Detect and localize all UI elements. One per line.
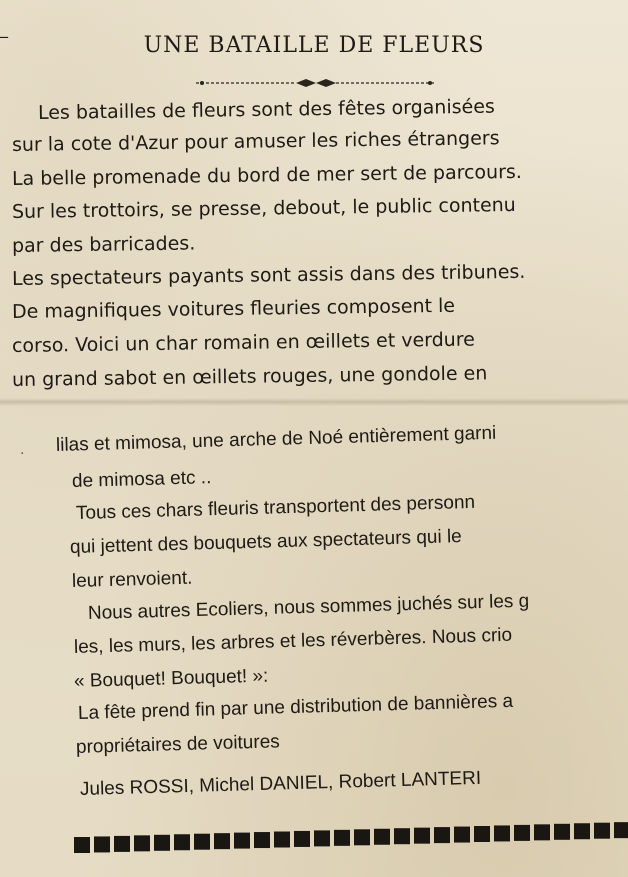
perforation-hole (194, 834, 210, 850)
perforation-hole (294, 831, 310, 847)
text-line-3: La belle promenade du bord de mer sert de parcours. (11, 160, 523, 190)
text-line-15: Nous autres Ecoliers, nous sommes juchés sur les g (87, 590, 530, 624)
perforation-hole (214, 833, 230, 849)
text-line-6: Les spectateurs payants sont assis dans des tribunes. (11, 260, 526, 290)
text-line-10: lilas et mimosa, une arche de Noé entièrement garni (55, 422, 497, 456)
perforation-hole (414, 828, 430, 844)
title-ornament (196, 76, 436, 90)
perforation-hole (114, 836, 130, 852)
perforation-hole (234, 833, 250, 849)
text-line-4: Sur les trottoirs, se presse, debout, le public contenu (11, 193, 516, 223)
text-line-19: propriétaires de voitures (75, 731, 281, 758)
text-line-13: qui jettent des bouquets aux spectateurs qui le (69, 526, 463, 558)
perforation-hole (314, 830, 330, 846)
perforation-hole (434, 827, 450, 843)
perforation-hole (474, 826, 490, 842)
document-title: UNE BATAILLE DE FLEURS (143, 33, 485, 58)
perforation-hole (374, 829, 390, 845)
perforation-hole (494, 825, 510, 841)
text-line-5: par des barricades. (11, 232, 196, 257)
text-line-8: corso. Voici un char romain en œillets et verdure (11, 328, 475, 357)
perforation-hole (394, 828, 410, 844)
text-line-7: De magnifiques voitures fleuries composent le (11, 294, 456, 323)
text-line-17: « Bouquet! Bouquet! »: (73, 665, 269, 692)
perforation-hole (254, 832, 270, 848)
paper-fold (0, 398, 628, 406)
perforation-hole (614, 822, 628, 838)
text-line-11: de mimosa etc .. (71, 467, 212, 492)
perforation-hole (74, 837, 90, 853)
perforation-hole (134, 835, 150, 851)
text-line-14: leur renvoient. (71, 567, 193, 592)
perforation-hole (274, 832, 290, 848)
text-line-18: La fête prend fin par une distribution de bannières a (77, 690, 514, 724)
perforation-hole (454, 827, 470, 843)
text-line-12: Tous ces chars fleuris transportent des personn (75, 491, 476, 524)
perforation-hole (514, 825, 530, 841)
corner-mark: ‾ (0, 34, 8, 53)
perforation-hole (174, 834, 190, 850)
text-line-16: les, les murs, les arbres et les réverbères. Nous crio (73, 624, 513, 658)
text-line-9: un grand sabot en œillets rouges, une gondole en (11, 362, 488, 391)
paper-mark: · (20, 446, 25, 462)
perforation-hole (554, 824, 570, 840)
perforation-hole (354, 829, 370, 845)
perforation-hole (594, 823, 610, 839)
text-line-2: sur la cote d'Azur pour amuser les riches étrangers (11, 127, 500, 156)
text-line-1: Les batailles de fleurs sont des fêtes organisées (37, 95, 495, 124)
perforation-hole (94, 836, 110, 852)
perforation-hole (334, 830, 350, 846)
perforated-edge (70, 815, 628, 855)
text-line-20: Jules ROSSI, Michel DANIEL, Robert LANTERI (79, 767, 482, 800)
perforation-hole (154, 835, 170, 851)
perforation-hole (574, 823, 590, 839)
perforation-hole (534, 824, 550, 840)
